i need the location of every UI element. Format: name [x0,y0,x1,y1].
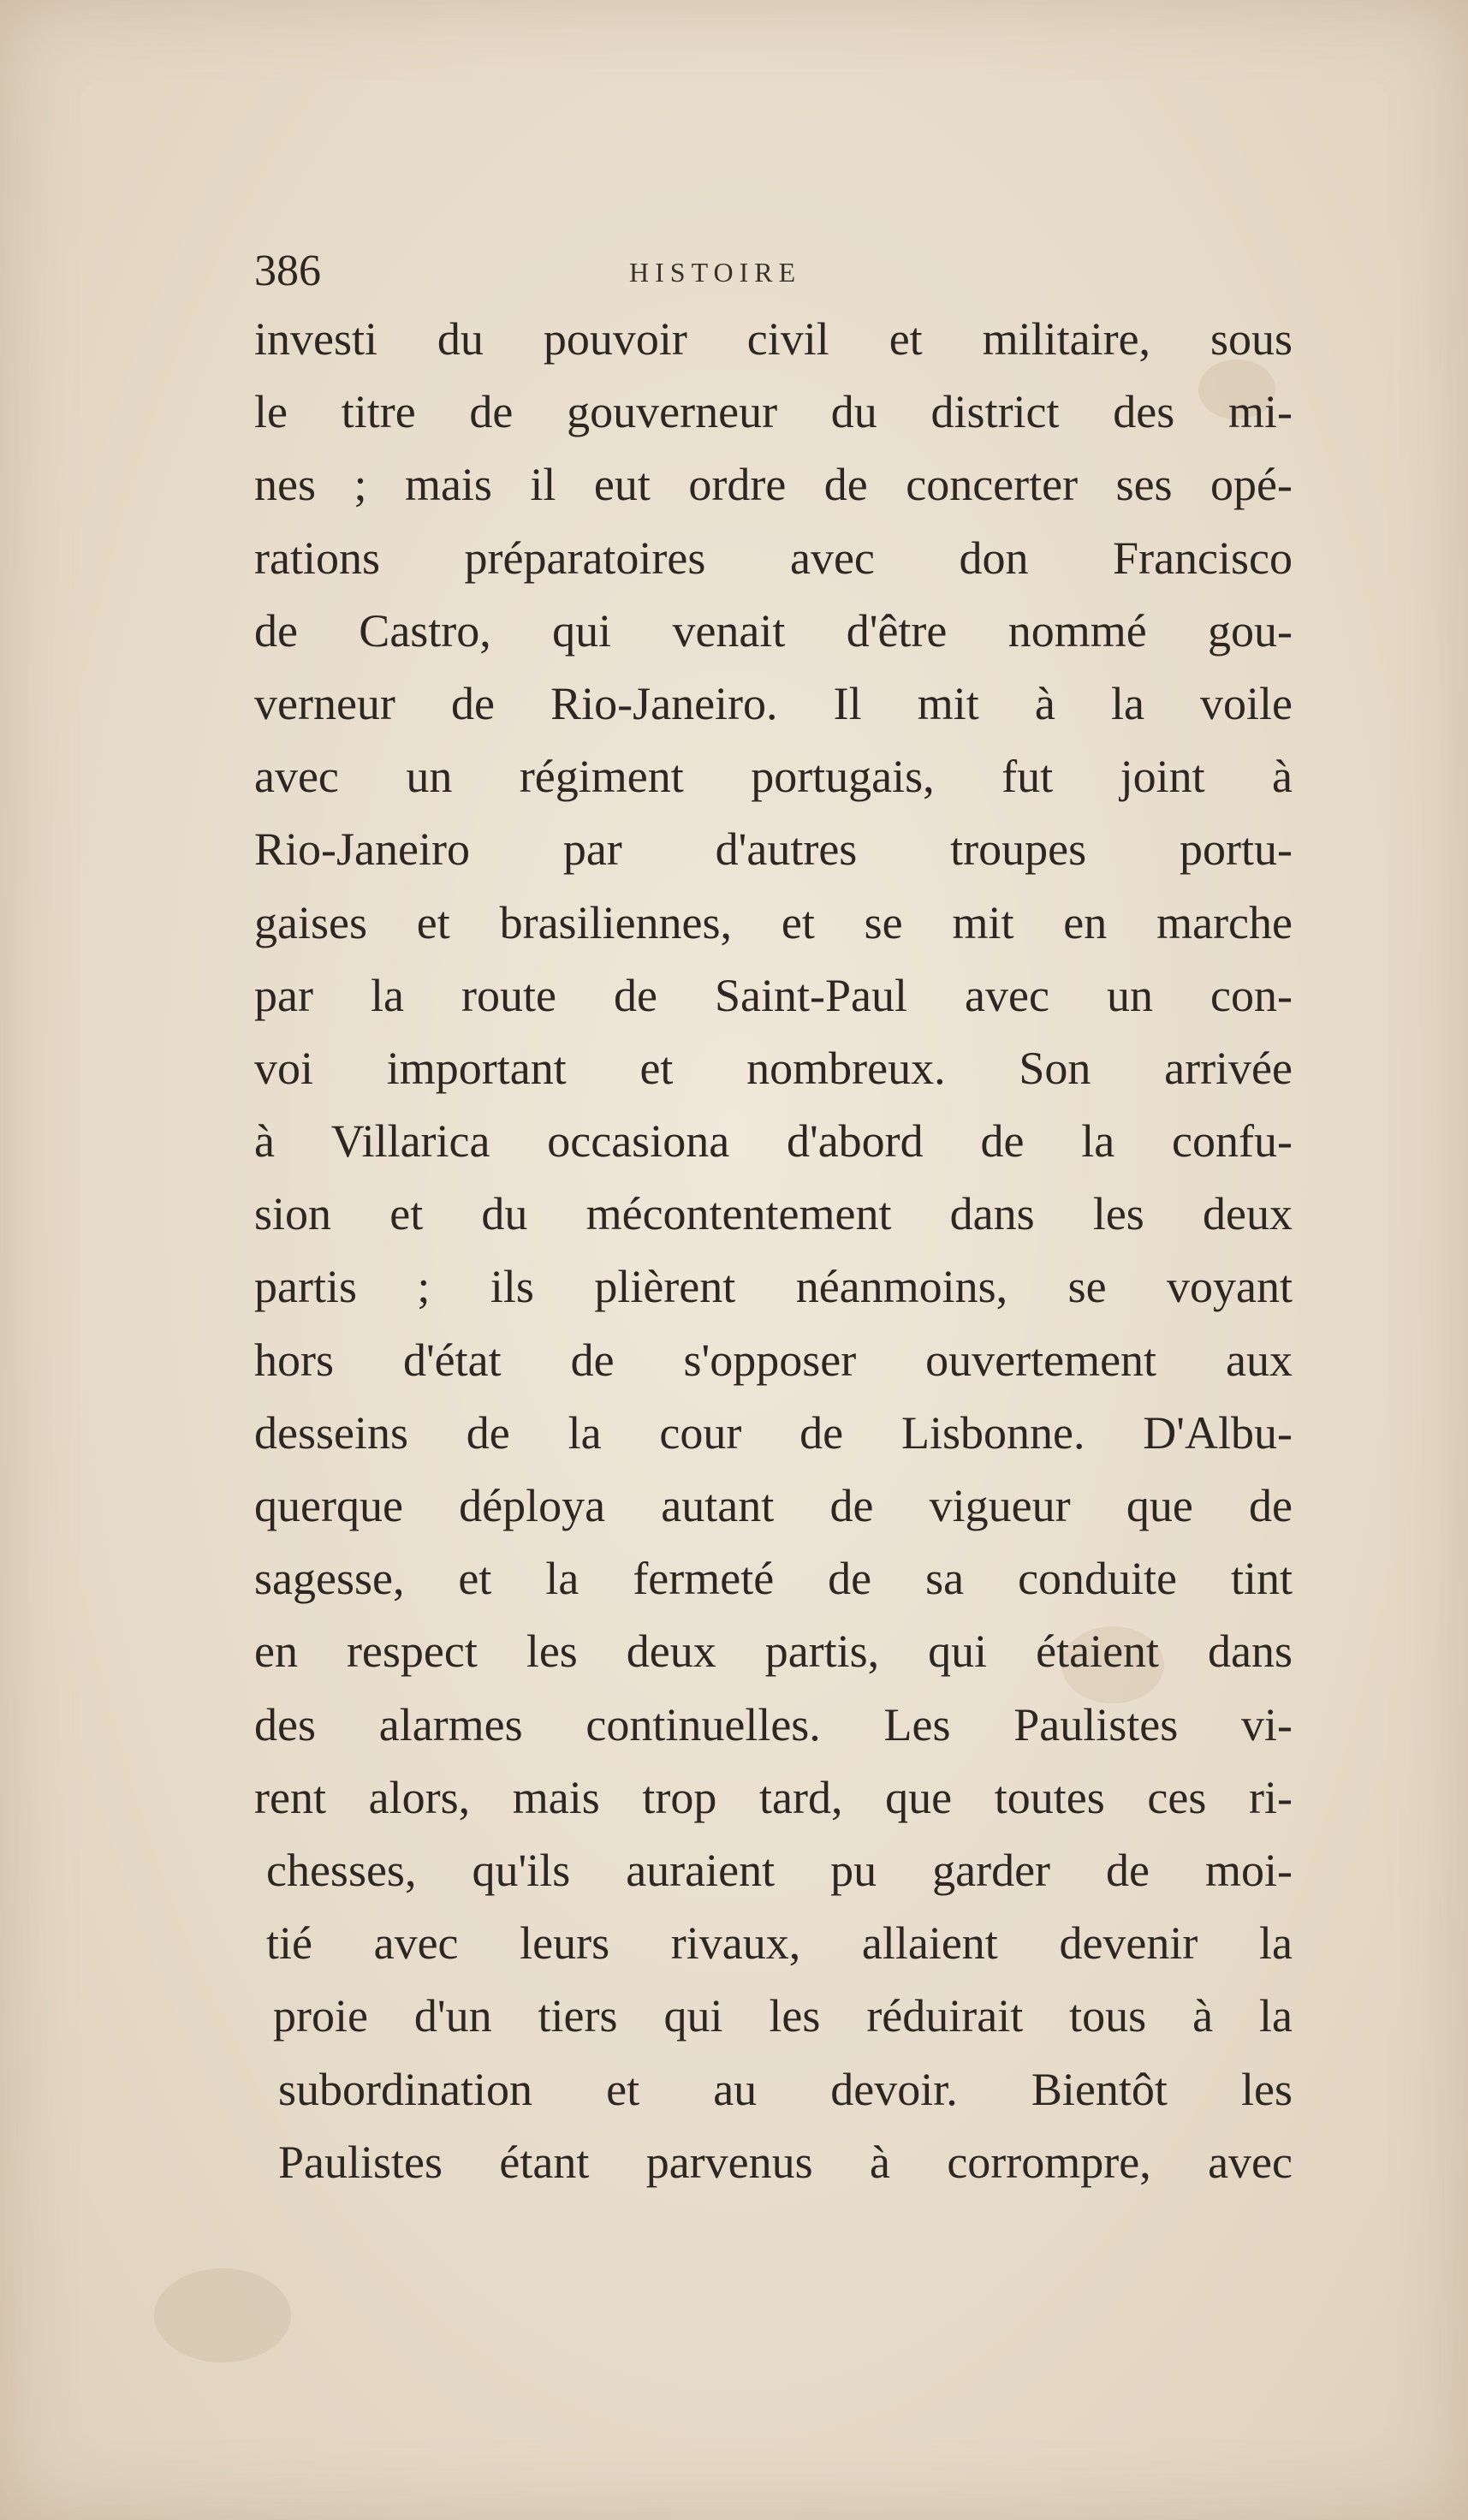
running-head: HISTOIRE [629,257,802,288]
text-line: rations préparatoires avec don Francisco [254,532,1293,584]
text-line: sagesse, et la fermeté de sa conduite tint [254,1553,1293,1605]
text-line: subordination et au devoir. Bientôt les [278,2063,1293,2115]
text-line: sion et du mécontentement dans les deux [254,1188,1293,1240]
text-line: par la route de Saint-Paul avec un con- [254,969,1293,1021]
text-line: à Villarica occasiona d'abord de la confu- [254,1115,1293,1168]
text-line: hors d'état de s'opposer ouvertement aux [254,1334,1293,1386]
text-line: partis ; ils plièrent néanmoins, se voyant [254,1261,1293,1313]
text-line: avec un régiment portugais, fut joint à [254,751,1293,803]
text-line: voi important et nombreux. Son arrivée [254,1042,1293,1094]
text-line: Rio-Janeiro par d'autres troupes portu- [254,823,1293,876]
text-line: des alarmes continuelles. Les Paulistes vi- [254,1698,1293,1750]
text-line: desseins de la cour de Lisbonne. D'Albu- [254,1406,1293,1459]
body-text [254,313,1293,2209]
text-line: de Castro, qui venait d'être nommé gou- [254,604,1293,657]
text-line: rent alors, mais trop tard, que toutes ces ri- [254,1771,1293,1823]
text-line: Paulistes étant parvenus à corrompre, avec [278,2136,1293,2188]
text-line: proie d'un tiers qui les réduirait tous à la [273,1990,1293,2042]
text-line: verneur de Rio-Janeiro. Il mit à la voile [254,677,1293,729]
paper-stain [154,2268,291,2362]
text-line: investi du pouvoir civil et militaire, sous [254,313,1293,365]
page-header [254,247,1290,296]
text-line: nes ; mais il eut ordre de concerter ses opé- [254,459,1293,511]
text-line: querque déploya autant de vigueur que de [254,1480,1293,1531]
page-number: 386 [254,247,321,295]
text-line: en respect les deux partis, qui étaient dans [254,1626,1293,1678]
text-line: gaises et brasiliennes, et se mit en marche [254,896,1293,948]
text-line: chesses, qu'ils auraient pu garder de moi- [266,1844,1293,1896]
text-line: le titre de gouverneur du district des mi- [254,386,1293,438]
text-line: tié avec leurs rivaux, allaient devenir la [266,1917,1293,1970]
